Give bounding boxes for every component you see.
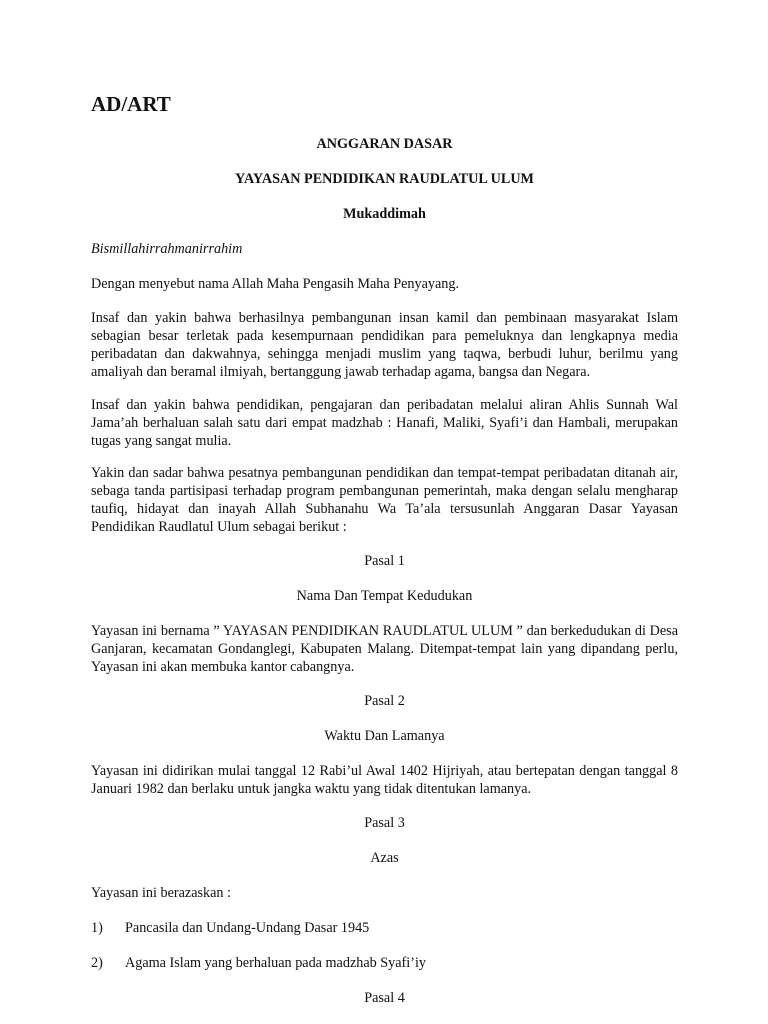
pasal-1-text: Yayasan ini bernama ” YAYASAN PENDIDIKAN RAUDLATUL ULUM ” dan berkedudukan di Desa Ganjaran, kecamatan Gondanglegi, Kabupaten Malang. Ditempat-tempat lain yang dipandang perlu, Yayasan ini akan membuka kantor cabangnya.	[91, 623, 678, 675]
pasal-1-title: Nama Dan Tempat Kedudukan	[296, 588, 473, 604]
list-item-text: Agama Islam yang berhaluan pada madzhab Syafi’iy	[125, 955, 426, 971]
list-item-number: 2)	[91, 955, 103, 971]
paragraph-yakin: Yakin dan sadar bahwa pesatnya pembangunan pendidikan dan tempat-tempat peribadatan ditanah air, sebaga tanda partisipasi terhadap program pembangunan pemerintah, maka dengan selalu mengharap taufiq, hidayat dan inayah Allah Subhanahu Wa Ta’ala tersusunlah Anggaran Dasar Yayasan Pendidikan Raudlatul Ulum sebagai berikut :	[91, 465, 678, 535]
paragraph-insaf-1: Insaf dan yakin bahwa berhasilnya pembangunan insan kamil dan pembinaan masyarakat Islam sebagian besar terletak pada kesempurnaan pendidikan para pemeluknya dan lengkapnya media peribadatan dan dakwahnya, sehingga menjadi muslim yang taqwa, berbudi luhur, berilmu yang amaliyah dan beramal ilmiyah, bertanggung jawab terhadap agama, bangsa dan Negara.	[91, 310, 678, 380]
pasal-3-title: Azas	[370, 850, 399, 866]
list-item-text: Pancasila dan Undang-Undang Dasar 1945	[125, 920, 370, 936]
pasal-3-label: Pasal 3	[364, 815, 405, 831]
opening-sentence: Dengan menyebut nama Allah Maha Pengasih Maha Penyayang.	[91, 276, 459, 292]
pasal-1-label: Pasal 1	[364, 553, 405, 569]
heading-yayasan-name: YAYASAN PENDIDIKAN RAUDLATUL ULUM	[235, 171, 534, 187]
basmalah-line: Bismillahirrahmanirrahim	[91, 241, 243, 257]
pasal-2-label: Pasal 2	[364, 693, 405, 709]
pasal-2-text: Yayasan ini didirikan mulai tanggal 12 Rabi’ul Awal 1402 Hijriyah, atau bertepatan dengan tanggal 8 Januari 1982 dan berlaku untuk jangka waktu yang tidak ditentukan lamanya.	[91, 763, 678, 797]
document-title: AD/ART	[91, 92, 171, 116]
heading-mukaddimah: Mukaddimah	[343, 206, 426, 222]
pasal-2-title: Waktu Dan Lamanya	[324, 728, 445, 744]
pasal-4-label: Pasal 4	[364, 990, 405, 1006]
list-item-number: 1)	[91, 920, 103, 936]
paragraph-insaf-2: Insaf dan yakin bahwa pendidikan, pengajaran dan peribadatan melalui aliran Ahlis Sunnah Wal Jama’ah berhaluan salah satu dari empat madzhab : Hanafi, Maliki, Syafi’i dan Hambali, merupakan tugas yang sangat mulia.	[91, 397, 678, 449]
heading-anggaran-dasar: ANGGARAN DASAR	[316, 136, 453, 152]
pasal-3-intro: Yayasan ini berazaskan :	[91, 885, 231, 901]
